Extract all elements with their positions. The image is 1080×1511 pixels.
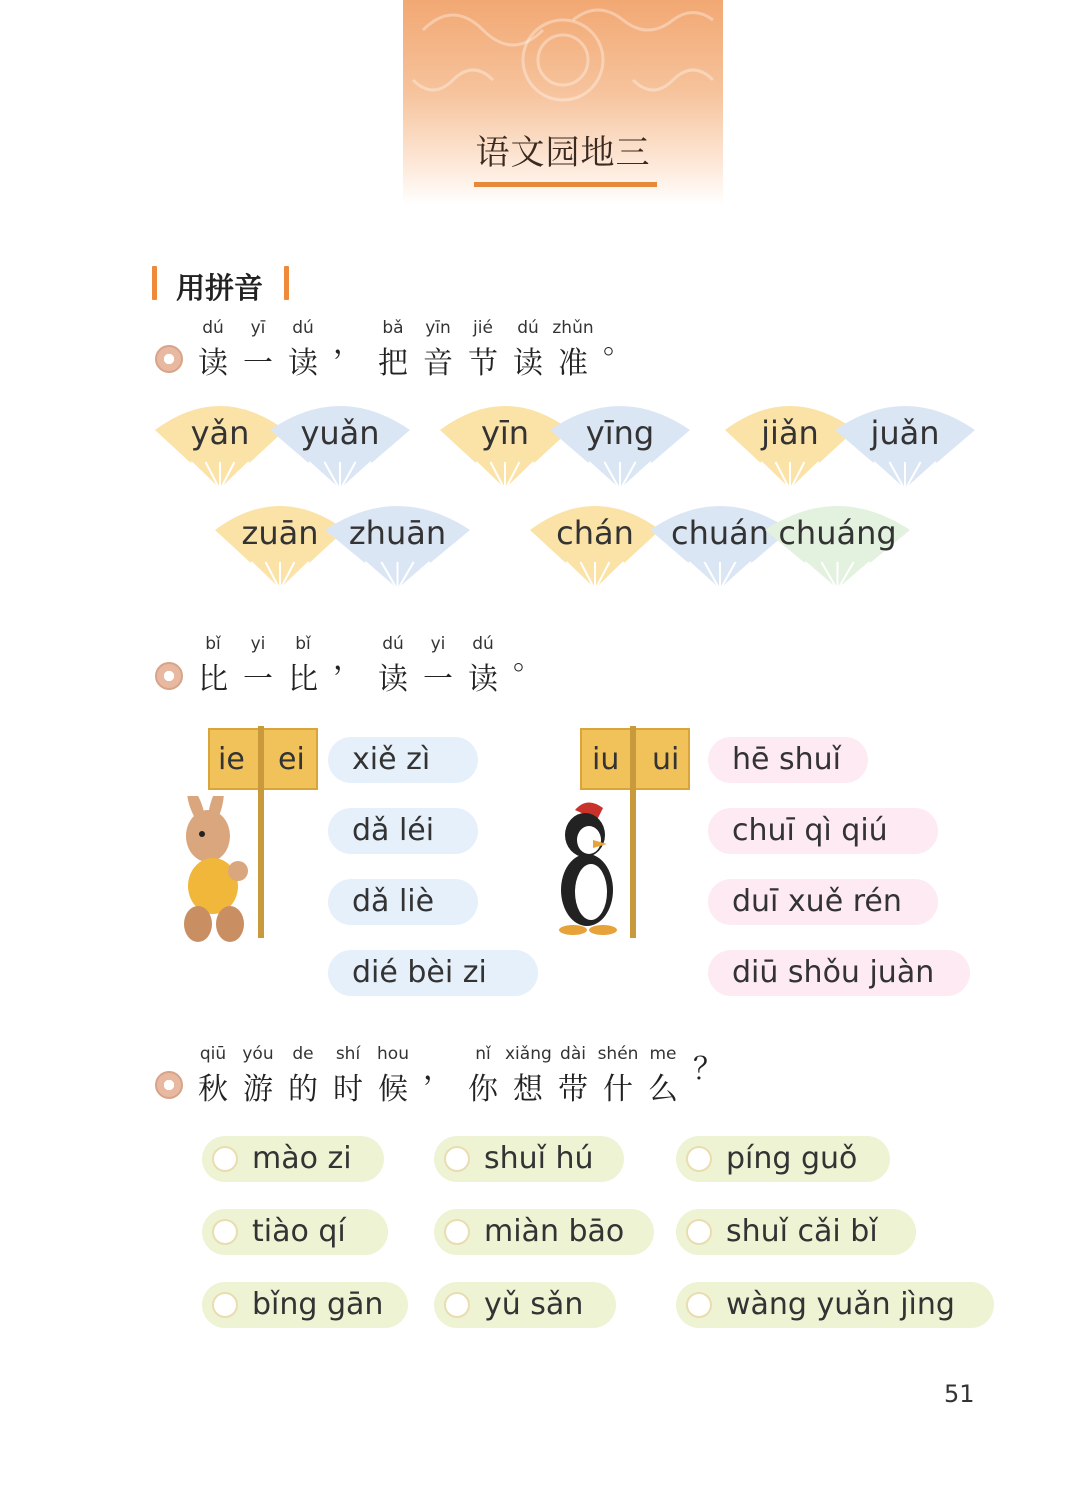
hanzi-char: 想	[513, 1072, 543, 1107]
choice-radio-icon[interactable]	[686, 1146, 712, 1172]
banner-pattern	[403, 0, 723, 205]
hanzi-char: 秋	[198, 1072, 228, 1107]
choice-item[interactable]	[676, 1136, 890, 1182]
section-heading: 用拼音	[176, 271, 264, 305]
pinyin-char-pair	[280, 1044, 326, 1108]
pinyin-char-pair	[235, 318, 281, 382]
heading-bar-left	[152, 266, 157, 300]
board-label: ui	[652, 742, 680, 777]
hanzi-char: 一	[243, 662, 273, 697]
pinyin-char-pair	[415, 1044, 461, 1088]
choice-radio-icon[interactable]	[212, 1219, 238, 1245]
hanzi-char: 你	[468, 1072, 498, 1107]
pinyin-char-pair	[505, 318, 551, 382]
hanzi-char: 读	[378, 662, 408, 697]
pinyin-char-pair	[685, 1044, 731, 1088]
pinyin-label: dú	[382, 634, 404, 654]
pinyin-char-pair	[415, 318, 461, 382]
hanzi-char: 带	[558, 1072, 588, 1107]
hanzi-char: 什	[603, 1072, 633, 1107]
pinyin-label: dú	[472, 634, 494, 654]
board-label: ie	[218, 742, 245, 777]
choice-item[interactable]	[202, 1209, 388, 1255]
fan-syllable: yǎn	[190, 414, 250, 452]
hanzi-char: 一	[423, 662, 453, 697]
pinyin-char-pair	[370, 1044, 416, 1108]
hanzi-char: 读	[198, 346, 228, 381]
hanzi-char: 的	[288, 1072, 318, 1107]
choice-item[interactable]	[676, 1209, 916, 1255]
choice-item[interactable]	[434, 1282, 616, 1328]
choice-label: píng guǒ	[726, 1141, 858, 1176]
hanzi-char: 读	[513, 346, 543, 381]
choice-label: shuǐ hú	[484, 1141, 594, 1176]
title-underline	[474, 182, 657, 187]
rabbit-icon	[168, 796, 268, 946]
hanzi-char: 游	[243, 1072, 273, 1107]
pinyin-label: shí	[335, 1044, 361, 1064]
pinyin-char-pair	[280, 318, 326, 382]
hanzi-char: 准	[558, 346, 588, 381]
choice-item[interactable]	[434, 1209, 654, 1255]
hanzi-char: 把	[378, 346, 408, 381]
pinyin-char-pair	[325, 318, 371, 362]
page-title: 语文园地三	[475, 133, 651, 173]
instruction-icon	[155, 1071, 183, 1099]
pinyin-char-pair	[235, 634, 281, 698]
pinyin-char-pair	[325, 634, 371, 678]
word-pill: dié bèi zi	[328, 950, 538, 996]
pinyin-char-pair	[640, 1044, 686, 1108]
pinyin-char-pair	[550, 318, 596, 382]
fan-syllable: chán	[556, 514, 634, 552]
choice-radio-icon[interactable]	[212, 1292, 238, 1318]
hanzi-char: 比	[288, 662, 318, 697]
choice-label: tiào qí	[252, 1214, 346, 1249]
fan-syllable: zhuān	[348, 514, 447, 552]
choice-label: shuǐ cǎi bǐ	[726, 1214, 878, 1249]
board-label: iu	[592, 742, 620, 777]
fan-syllable: jiǎn	[761, 414, 819, 452]
fan-syllable: zuān	[241, 514, 319, 552]
pinyin-label: yī	[250, 318, 266, 338]
choice-label: bǐng gān	[252, 1287, 384, 1322]
pinyin-label: xiǎng	[505, 1044, 552, 1064]
header-banner	[403, 0, 723, 205]
choice-item[interactable]	[202, 1282, 408, 1328]
choice-radio-icon[interactable]	[444, 1146, 470, 1172]
fan-syllable: yīng	[585, 414, 655, 452]
pinyin-char-pair	[595, 318, 641, 362]
pinyin-label: shén	[597, 1044, 639, 1064]
heading-bar-right	[284, 266, 289, 300]
fan-syllable: chuáng	[778, 514, 897, 552]
instruction-icon	[155, 345, 183, 373]
hanzi-char: 读	[288, 346, 318, 381]
board-label: ei	[278, 742, 305, 777]
pinyin-char-pair	[190, 634, 236, 698]
pinyin-label: nǐ	[475, 1044, 491, 1064]
pinyin-char-pair	[370, 318, 416, 382]
pinyin-char-pair	[415, 634, 461, 698]
choice-item[interactable]	[202, 1136, 384, 1182]
hanzi-char: 读	[468, 662, 498, 697]
pinyin-label: jié	[473, 318, 493, 338]
pinyin-label: yóu	[242, 1044, 274, 1064]
pinyin-char-pair	[370, 634, 416, 698]
choice-radio-icon[interactable]	[686, 1292, 712, 1318]
hanzi-char: ，	[333, 642, 363, 677]
pinyin-label: hou	[377, 1044, 409, 1064]
choice-label: mào zi	[252, 1141, 352, 1176]
word-pill: dǎ liè	[328, 879, 478, 925]
pinyin-char-pair	[460, 1044, 506, 1108]
fan-syllable: chuán	[670, 514, 770, 552]
word-pill: diū shǒu juàn	[708, 950, 970, 996]
pinyin-label: qiū	[199, 1044, 227, 1064]
choice-label: yǔ sǎn	[484, 1287, 584, 1322]
pinyin-label: dú	[292, 318, 314, 338]
hanzi-char: ，	[423, 1052, 453, 1087]
fan-syllable: yīn	[480, 414, 530, 452]
word-pill: chuī qì qiú	[708, 808, 938, 854]
penguin-icon	[545, 800, 635, 940]
choice-item[interactable]	[676, 1282, 994, 1328]
choice-radio-icon[interactable]	[444, 1292, 470, 1318]
page-number: 51	[944, 1380, 975, 1408]
pinyin-label: yi	[250, 634, 266, 654]
pinyin-char-pair	[505, 634, 551, 678]
word-pill: dǎ léi	[328, 808, 478, 854]
hanzi-char: 比	[198, 662, 228, 697]
choice-label: wàng yuǎn jìng	[726, 1287, 955, 1322]
pinyin-label: dú	[202, 318, 224, 338]
pinyin-label: bǐ	[205, 634, 221, 654]
hanzi-char: 么	[648, 1072, 678, 1107]
hanzi-char: 节	[468, 346, 498, 381]
pinyin-char-pair	[190, 1044, 236, 1108]
pinyin-char-pair	[595, 1044, 641, 1108]
pinyin-char-pair	[505, 1044, 551, 1108]
word-pill: duī xuě rén	[708, 879, 938, 925]
choice-label: miàn bāo	[484, 1214, 625, 1249]
hanzi-char: 。	[513, 642, 543, 677]
hanzi-char: 一	[243, 346, 273, 381]
pinyin-label: dài	[560, 1044, 586, 1064]
pinyin-label: bǐ	[295, 634, 311, 654]
pinyin-char-pair	[550, 1044, 596, 1108]
pinyin-char-pair	[280, 634, 326, 698]
hanzi-char: 。	[603, 326, 633, 361]
word-pill: xiě zì	[328, 737, 478, 783]
pinyin-char-pair	[325, 1044, 371, 1108]
pinyin-char-pair	[460, 318, 506, 382]
hanzi-char: 候	[378, 1072, 408, 1107]
hanzi-char: ，	[333, 326, 363, 361]
fan-syllable: yuǎn	[300, 414, 380, 452]
word-pill: hē shuǐ	[708, 737, 868, 783]
instruction-icon	[155, 662, 183, 690]
hanzi-char: 音	[423, 346, 453, 381]
pinyin-label: yīn	[425, 318, 451, 338]
pinyin-label: de	[292, 1044, 314, 1064]
pinyin-char-pair	[235, 1044, 281, 1108]
pinyin-char-pair	[190, 318, 236, 382]
fan-syllable: juǎn	[870, 414, 940, 452]
choice-item[interactable]	[434, 1136, 624, 1182]
choice-radio-icon[interactable]	[444, 1219, 470, 1245]
choice-radio-icon[interactable]	[686, 1219, 712, 1245]
hanzi-char: 时	[333, 1072, 363, 1107]
choice-radio-icon[interactable]	[212, 1146, 238, 1172]
hanzi-char: ？	[693, 1052, 723, 1087]
pinyin-char-pair	[460, 634, 506, 698]
pinyin-label: me	[649, 1044, 677, 1064]
pinyin-label: bǎ	[382, 318, 404, 338]
pinyin-label: zhǔn	[552, 318, 594, 338]
pinyin-label: yi	[430, 634, 446, 654]
pinyin-label: dú	[517, 318, 539, 338]
